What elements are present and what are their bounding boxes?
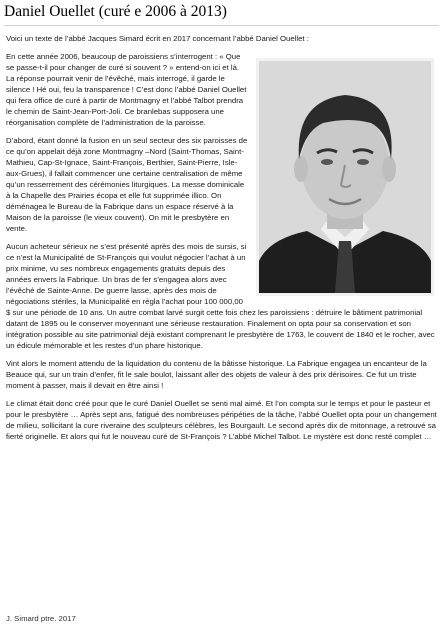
paragraph-fusion: D’abord, étant donné la fusion en un seul secteur des six paroisses de ce qu’on appelait déjà zone Montmagny –Nord (Saint-Thomas, Saint-Mathieu, Cap-St-Ignace, Saint-François, Berthier, Saint-Pierre, Isle-aux-Grues), il fallait commencer une certaine centralisation de même qu’un resserrement des cérémonies liturgiques. La messe dominicale à la Chapelle des Prairies écopa et elle fut supprimée illico. On déménagea le Bureau de la Fabrique dans un espace réservé à la Maison de la paroisse (le vieux couvent). On mit le presbytère en vente. (6, 136, 248, 233)
paragraph-liquidation: Vint alors le moment attendu de la liquidation du contenu de la bâtisse historique. La Fabrique engagea un encanteur de la Beauce qui, sur un train d’enfer, fit le sale boulot, laissant aller des objets de valeur à des prix dérisoires. Ce fut un triste moment à passer, mais il devait en être ainsi ! (6, 359, 427, 390)
paragraph-presbytere: Aucun acheteur sérieux ne s’est présenté après des mois de sursis, si ce n’est la Municipalité de St-François qui voulut négocier l’achat à un prix minime, vu ses nombreux engagements gratuits depuis des années envers la Fabrique. Un bras de fer s’engagea alors avec l’évêché de Sainte-Anne. De guerre lasse, après des mois de négociations stériles, la Municipalité en régla l’achat pour 100 000,00 $ sur une période de 10 ans. Un autre combat larvé surgit cette fois chez les paroissiens : détruire le bâtiment patrimonial datant de 1895 ou le conserver moyennant une sérieuse restauration. Finalement on opta pour sa conservation et son intégration possible au site patrimonial déjà existant comprenant le presbytère de 1763, le couvent de 1840 et le rocher, avec un édicule mémorable et les restes d’un phare historique. (6, 242, 435, 350)
author-signature: J. Simard ptre. 2017 (6, 614, 76, 623)
portrait-image (259, 61, 431, 293)
article-body (6, 33, 438, 449)
title-divider (4, 25, 439, 26)
paragraph-conclusion: Le climat était donc créé pour que le curé Daniel Ouellet se senti mal aimé. Et l’on compta sur le temps et pour le pasteur et pour le presbytère … Après sept ans, fatigué des nombreuses péripéties de la tâche, l’abbé Ouellet opta pour un changement de milieu, sollicitant la cure riveraine des sculpteurs célèbres, les Bourgault. Le second après dix de mitonnage, a retrouvé sa fierté originelle. Et alors qui fut le nouveau curé de St-François ? L’abbé Michel Talbot. Le mystère est donc resté complet … (6, 399, 437, 441)
paragraph-2006: En cette année 2006, beaucoup de paroissiens s’interrogent : « Que se passe-t-il pour changer de curé si souvent ? » entend-on ici et là. La réponse pourrait venir de l’évêché, mais interrogé, il garde le silence ! Hé oui, feu la transparence ! C’est donc l’abbé Daniel Ouellet qui fera office de curé à partir de Montmagny et l’abbé Talbot prendra le chemin de Saint-Jean-Port-Joli. Ce branlebas supposera une réorganisation complète de l’administration de la paroisse. (6, 52, 247, 127)
portrait-photo (256, 58, 434, 296)
page-title: Daniel Ouellet (curé e 2006 à 2013) (4, 3, 227, 20)
intro-paragraph: Voici un texte de l’abbé Jacques Simard écrit en 2017 concernant l’abbé Daniel Ouellet : (6, 34, 309, 43)
